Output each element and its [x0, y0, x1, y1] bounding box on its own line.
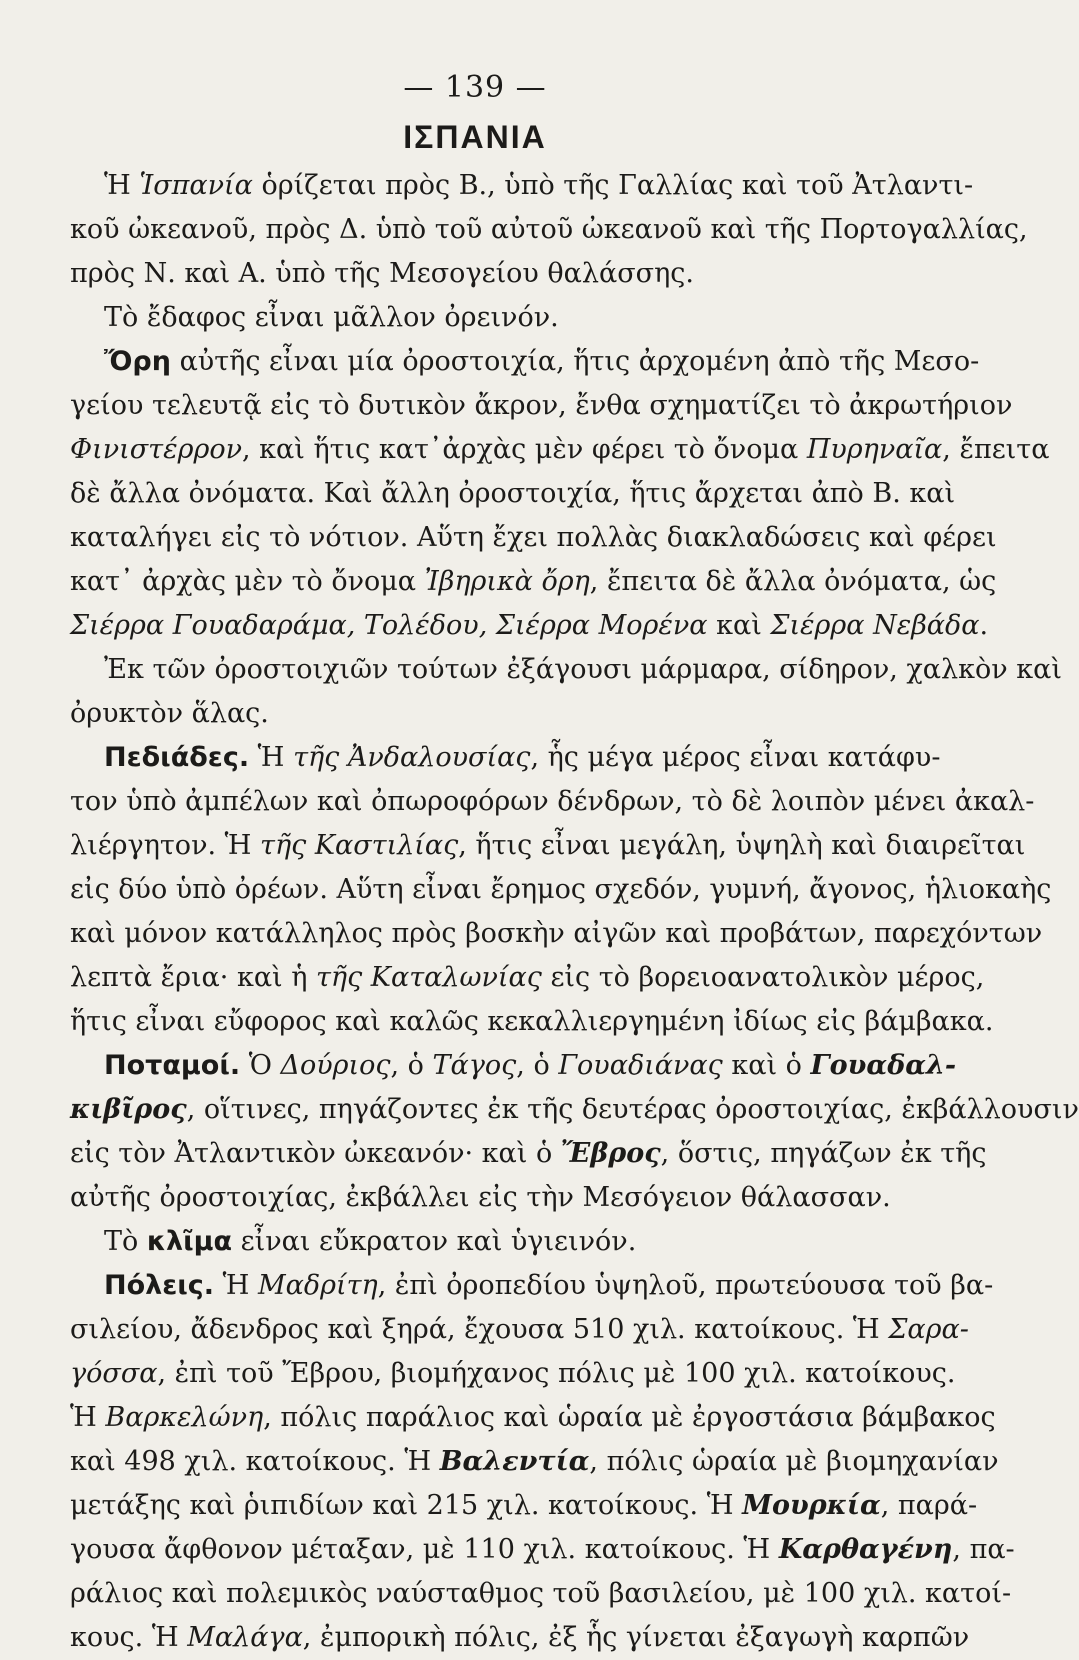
- text-run: Ἡ: [104, 170, 140, 201]
- text-run: καὶ μόνον κατάλληλος πρὸς βοσκὴν αἰγῶν καὶ προβάτων, παρεχόντων: [70, 918, 1043, 949]
- text-line: [70, 1264, 994, 1308]
- text-run: , οἵτινες, πηγάζοντες ἐκ τῆς δευτέρας ὀροστοιχίας, ἐκβάλλουσιν: [186, 1094, 1079, 1125]
- text-run: γόσσα: [70, 1358, 158, 1389]
- text-run: τῆς Καταλωνίας: [315, 962, 542, 993]
- text-run: Φινιστέρρον: [70, 434, 242, 465]
- text-run: Μαδρίτη: [258, 1270, 378, 1301]
- text-line: [70, 912, 1043, 956]
- text-line: [70, 1352, 956, 1396]
- text-run: δὲ ἄλλα ὀνόματα. Καὶ ἄλλη ὀροστοιχία, ἥτις ἄρχεται ἀπὸ Β. καὶ: [70, 478, 956, 509]
- text-run: , ὁ: [516, 1050, 559, 1081]
- text-run: .: [979, 610, 989, 641]
- text-line: [70, 1176, 891, 1220]
- chapter-title: ΙΣΠΑΝΙΑ: [403, 119, 547, 155]
- text-run: Ἱσπανία: [139, 170, 253, 201]
- text-run: Ὄρη: [104, 346, 171, 377]
- text-run: Ἡ: [214, 1270, 259, 1301]
- page-number: — 139 —: [403, 70, 547, 105]
- text-line: [70, 296, 880, 340]
- text-line: [70, 780, 1035, 824]
- text-run: , ἧς μέγα μέρος εἶναι κατάφυ-: [530, 742, 941, 773]
- text-line: [70, 164, 974, 208]
- body-text: [70, 164, 1079, 1660]
- text-run: εἰς δύο ὑπὸ ὀρέων. Αὕτη εἶναι ἔρημος σχεδόν, γυμνή, ἄγονος, ἡλιοκαὴς: [70, 874, 1052, 905]
- text-run: , πόλις παράλιος καὶ ὡραία μὲ ἐργοστάσια βάμβακος: [263, 1402, 996, 1433]
- text-run: γείου τελευτᾷ εἰς τὸ δυτικὸν ἄκρον, ἔνθα σχηματίζει τὸ ἀκρωτήριον: [70, 390, 1013, 421]
- text-run: Δούριος: [280, 1050, 391, 1081]
- text-line: [70, 868, 1052, 912]
- text-run: Σαρα-: [888, 1314, 969, 1345]
- text-run: , παρά-: [880, 1490, 978, 1521]
- text-run: εἰς τὸν Ἀτλαντικὸν ὠκεανόν· καὶ ὁ: [70, 1138, 561, 1169]
- text-run: Βαλεντία: [439, 1446, 590, 1477]
- text-run: Ἰβηρικὰ ὄρη: [424, 566, 590, 597]
- text-run: κιβῖρος: [70, 1094, 187, 1125]
- text-line: [70, 604, 989, 648]
- text-line: [70, 1440, 999, 1484]
- text-line: [70, 384, 1013, 428]
- text-run: , ὅστις, πηγάζων ἐκ τῆς: [660, 1138, 987, 1169]
- text-run: , ἐμπορικὴ πόλις, ἐξ ἧς γίνεται ἐξαγωγὴ καρπῶν: [302, 1622, 970, 1653]
- text-run: , πόλις ὡραία μὲ βιομηχανίαν: [589, 1446, 999, 1477]
- text-line: [70, 736, 941, 780]
- text-run: αὐτῆς ὀροστοιχίας, ἐκβάλλει εἰς τὴν Μεσόγειον θάλασσαν.: [70, 1182, 891, 1213]
- text-run: μετάξης καὶ ῥιπιδίων καὶ 215 χιλ. κατοίκους. Ἡ: [70, 1490, 743, 1521]
- text-line: [70, 1220, 880, 1264]
- text-run: Μουρκία: [742, 1490, 881, 1521]
- text-run: Ἐκ τῶν ὀροστοιχιῶν τούτων ἐξάγουσι μάρμαρα, σίδηρον, χαλκὸν καὶ: [104, 654, 1062, 685]
- text-run: , ἥτις εἶναι μεγάλη, ὑψηλὴ καὶ διαιρεῖται: [458, 830, 1026, 861]
- text-run: , ἐπὶ ὀροπεδίου ὑψηλοῦ, πρωτεύουσα τοῦ βα-: [377, 1270, 994, 1301]
- text-run: Καρθαγένη: [778, 1534, 953, 1565]
- text-run: λιέργητον. Ἡ: [70, 830, 261, 861]
- text-run: Πεδιάδες.: [104, 742, 250, 773]
- text-line: [70, 1528, 1015, 1572]
- text-run: Πόλεις.: [104, 1270, 215, 1301]
- text-line: [70, 1396, 996, 1440]
- text-run: Ἡ: [70, 1402, 106, 1433]
- text-run: Ὁ: [240, 1050, 281, 1081]
- text-run: , καὶ ἥτις κατ᾽ἀρχὰς μὲν φέρει τὸ ὄνομα: [242, 434, 807, 465]
- text-run: Γουαδιάνας: [558, 1050, 723, 1081]
- text-run: Μαλάγα: [187, 1622, 303, 1653]
- text-run: γουσα ἄφθονον μέταξαν, μὲ 110 χιλ. κατοίκους. Ἡ: [70, 1534, 779, 1565]
- text-line: [70, 472, 956, 516]
- text-run: Γουαδαλ-: [810, 1050, 957, 1081]
- text-line: [70, 648, 1062, 692]
- text-run: καὶ: [707, 610, 771, 641]
- text-line: [70, 340, 980, 384]
- text-run: Σιέρρα Γουαδαράμα, Τολέδου, Σιέρρα Μορένα: [70, 610, 708, 641]
- text-run: κοῦ ὠκεανοῦ, πρὸς Δ. ὑπὸ τοῦ αὐτοῦ ὠκεανοῦ καὶ τῆς Πορτογαλλίας,: [70, 214, 1028, 245]
- text-run: σιλείου, ἄδενδρος καὶ ξηρά, ἔχουσα 510 χιλ. κατοίκους. Ἡ: [70, 1314, 889, 1345]
- text-run: Τὸ: [104, 1226, 147, 1257]
- text-run: τῆς Καστιλίας: [260, 830, 459, 861]
- text-run: αὐτῆς εἶναι μία ὀροστοιχία, ἥτις ἀρχομένη ἀπὸ τῆς Μεσο-: [170, 346, 980, 377]
- text-line: [70, 516, 997, 560]
- text-line: [70, 560, 997, 604]
- text-line: [70, 1308, 969, 1352]
- text-run: , ἔπειτα: [942, 434, 1050, 465]
- text-line: [70, 692, 880, 736]
- text-run: Τάγος: [432, 1050, 517, 1081]
- text-line: [70, 428, 1050, 472]
- text-line: [70, 208, 1028, 252]
- text-run: εἰς τὸ βορειοανατολικὸν μέρος,: [541, 962, 985, 993]
- text-run: , πα-: [952, 1534, 1015, 1565]
- text-run: ὀρυκτὸν ἅλας.: [70, 698, 269, 729]
- text-line: [70, 1132, 987, 1176]
- text-line: [70, 1000, 994, 1044]
- text-run: καταλήγει εἰς τὸ νότιον. Αὕτη ἔχει πολλὰς διακλαδώσεις καὶ φέρει: [70, 522, 997, 553]
- text-run: Ἡ: [249, 742, 294, 773]
- text-run: , ἐπὶ τοῦ Ἔβρου, βιομήχανος πόλις μὲ 100 χιλ. κατοίκους.: [157, 1358, 956, 1389]
- text-line: [70, 1044, 957, 1088]
- text-run: κους. Ἡ: [70, 1622, 188, 1653]
- text-run: καὶ 498 χιλ. κατοίκους. Ἡ: [70, 1446, 440, 1477]
- text-line: [70, 1484, 978, 1528]
- text-run: πρὸς Ν. καὶ Α. ὑπὸ τῆς Μεσογείου θαλάσσης.: [70, 258, 694, 289]
- text-line: [70, 1616, 970, 1660]
- text-run: Τὸ ἔδαφος εἶναι μᾶλλον ὀρεινόν.: [104, 302, 559, 333]
- text-run: λεπτὰ ἔρια· καὶ ἡ: [70, 962, 316, 993]
- text-run: Πυρηναῖα: [806, 434, 943, 465]
- text-run: Βαρκελώνη: [105, 1402, 264, 1433]
- text-run: Ἔβρος: [560, 1138, 661, 1169]
- text-run: , ὁ: [390, 1050, 433, 1081]
- text-run: κατ᾽ ἀρχὰς μὲν τὸ ὄνομα: [70, 566, 425, 597]
- text-line: [70, 252, 880, 296]
- text-run: , ἔπειτα δὲ ἄλλα ὀνόματα, ὡς: [589, 566, 997, 597]
- text-run: καὶ ὁ: [722, 1050, 811, 1081]
- text-run: εἶναι εὔκρατον καὶ ὑγιεινόν.: [232, 1226, 637, 1257]
- text-run: ἥτις εἶναι εὔφορος καὶ καλῶς κεκαλλιεργημένη ἰδίως εἰς βάμβακα.: [70, 1006, 994, 1037]
- text-run: Ποταμοί.: [104, 1050, 241, 1081]
- text-run: ράλιος καὶ πολεμικὸς ναύσταθμος τοῦ βασιλείου, μὲ 100 χιλ. κατοί-: [70, 1578, 1012, 1609]
- text-run: Σιέρρα Νεβάδα: [770, 610, 980, 641]
- text-run: ὁρίζεται πρὸς Β., ὑπὸ τῆς Γαλλίας καὶ τοῦ Ἀτλαντι-: [252, 170, 974, 201]
- text-line: [70, 1088, 1079, 1132]
- text-run: κλῖμα: [146, 1226, 233, 1257]
- text-line: [70, 1572, 1012, 1616]
- text-run: τον ὑπὸ ἀμπέλων καὶ ὀπωροφόρων δένδρων, τὸ δὲ λοιπὸν μένει ἀκαλ-: [70, 786, 1035, 817]
- text-line: [70, 956, 985, 1000]
- text-line: [70, 824, 1026, 868]
- text-run: τῆς Ἀνδαλουσίας: [293, 742, 531, 773]
